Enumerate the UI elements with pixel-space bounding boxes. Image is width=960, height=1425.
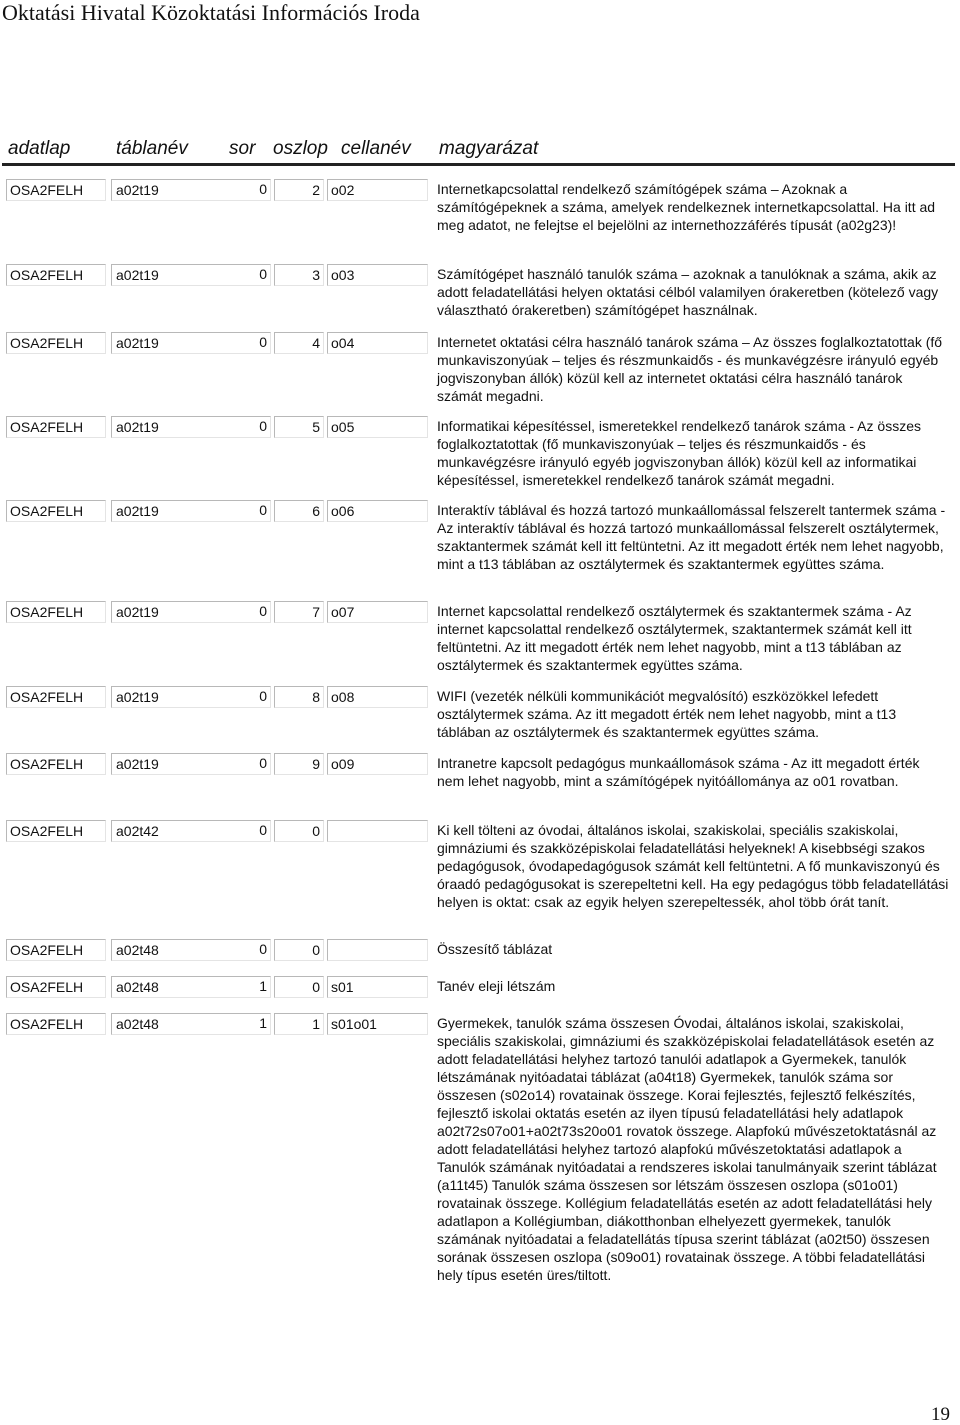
cell-oszlop: 1 [274, 1013, 324, 1035]
cell-oszlop: 0 [274, 939, 324, 961]
cell-magyarazat: Gyermekek, tanulók száma összesen Óvodai, általános iskolai, szakiskolai, speciális szakiskolai, gimnáziumi és szakközépiskolai feladatellátások esetén az adott feladatellátási helyhez tartozó tanulói adatlapok a Gyermekek, tanulók létszámának nyitóadatai táblázat (a04t18) Gyermekek, tanulók száma sor összesen (s02o14) rovatainak összege. Korai fejlesztés, fejlesztő felkészítés, fejlesztő iskolai oktatás esetén az ilyen típusú feladatellátási hely adatlapok a02t72s07o01+a02t73s20o01 rovatok összege. Alapfokú művészetoktatásnál az adott feladatellátási helyhez tartozó alapfokú művészetoktatási adatlapok a Tanulók számának nyitóadatai a rendszeres iskolai tanulmányaik szerint táblázat (a11t45) Tanulók száma összesen sor létszám összesen oszlopa (s01o01) rovatainak összege. Kollégium feladatellátás esetén az adott feladatellátási hely adatlapon a Kollégiumban, diákotthonban elhelyezett gyermekek, tanulók számának nyitóadatai a feladatellátás típusa szerint táblázat (a02t50) összesen sorának összesen oszlopa (s09o01) rovatainak összege. A többi feladatellátási hely típus esetén üres/tiltott. [437, 1015, 937, 1283]
cell-magyarazat: Intranetre kapcsolt pedagógus munkaállomások száma - Az itt megadott érték nem lehet nagyobb, mint a számítógépek nyitóállománya az o01 rovatban. [437, 755, 920, 789]
header-tablanev: táblanév [116, 138, 188, 159]
cell-sor: 1 [259, 1015, 267, 1031]
cell-cellanev: o05 [327, 416, 428, 438]
page-title: Oktatási Hivatal Közoktatási Információs Iroda [2, 0, 420, 25]
cell-sor: 0 [259, 822, 267, 838]
cell-sor: 1 [259, 978, 267, 994]
cell-tablanev: a02t19 [111, 601, 271, 623]
table-header [0, 136, 958, 162]
cell-magyarazat: WIFI (vezeték nélküli kommunikációt megvalósító) eszközökkel lefedett osztálytermek száma. Az itt megadott érték nem lehet nagyobb, mint a t13 táblában az osztálytermek és szaktantermek együttes száma. [437, 688, 897, 740]
cell-adatlap: OSA2FELH [6, 601, 106, 623]
cell-tablanev: a02t19 [111, 332, 271, 354]
cell-magyarazat: Tanév eleji létszám [437, 978, 556, 994]
cell-adatlap: OSA2FELH [6, 820, 106, 842]
cell-sor: 0 [259, 603, 267, 619]
cell-oszlop: 0 [274, 976, 324, 998]
page-number: 19 [931, 1404, 950, 1425]
cell-adatlap: OSA2FELH [6, 686, 106, 708]
cell-adatlap: OSA2FELH [6, 332, 106, 354]
cell-oszlop: 4 [274, 332, 324, 354]
cell-cellanev: o07 [327, 601, 428, 623]
cell-tablanev: a02t48 [111, 939, 271, 961]
cell-magyarazat: Internetet oktatási célra használó tanárok száma – Az összes foglalkoztatottak (fő munkaviszonyúak – teljes és részmunkaidős - és munkavégzésre irányuló egyéb jogviszonyban állók) közül kell az internetet oktatási célra használó tanárok számát megadni. [437, 334, 943, 404]
cell-tablanev: a02t19 [111, 753, 271, 775]
cell-cellanev [327, 820, 428, 842]
cell-cellanev: o04 [327, 332, 428, 354]
header-rule [2, 163, 955, 166]
header-sor: sor [229, 138, 256, 159]
cell-magyarazat: Ki kell tölteni az óvodai, általános iskolai, szakiskolai, speciális szakiskolai, gimnáziumi és szakközépiskolai feladatellátási helyeknek! A kisebbségi szakos pedagógusok, óvodapedagógusok számát kell feltüntetni. A fő munkaviszonyú és óraadó pedagógusokat is szerepeltetni kell. Ha egy pedagógus több feladatellátási helyen is oktat: csak az egyik helyen szerepeltessék, ahol több órát tanít. [437, 822, 949, 910]
cell-oszlop: 8 [274, 686, 324, 708]
cell-oszlop: 5 [274, 416, 324, 438]
cell-adatlap: OSA2FELH [6, 179, 106, 201]
cell-cellanev: s01 [327, 976, 428, 998]
header-magyarazat: magyarázat [439, 138, 539, 159]
cell-sor: 0 [259, 941, 267, 957]
cell-cellanev: o02 [327, 179, 428, 201]
cell-tablanev: a02t42 [111, 820, 271, 842]
cell-adatlap: OSA2FELH [6, 1013, 106, 1035]
cell-tablanev: a02t19 [111, 686, 271, 708]
cell-adatlap: OSA2FELH [6, 500, 106, 522]
cell-sor: 0 [259, 266, 267, 282]
cell-adatlap: OSA2FELH [6, 416, 106, 438]
cell-cellanev [327, 939, 428, 961]
cell-oszlop: 3 [274, 264, 324, 286]
cell-tablanev: a02t19 [111, 264, 271, 286]
header-oszlop: oszlop [273, 138, 328, 159]
cell-sor: 0 [259, 181, 267, 197]
cell-tablanev: a02t19 [111, 416, 271, 438]
cell-tablanev: a02t48 [111, 1013, 271, 1035]
cell-sor: 0 [259, 502, 267, 518]
cell-sor: 0 [259, 688, 267, 704]
cell-adatlap: OSA2FELH [6, 976, 106, 998]
cell-magyarazat: Interaktív táblával és hozzá tartozó munkaállomással felszerelt tantermek száma - Az interaktív táblával és hozzá tartozó munkaállomással felszerelt osztálytermek, szaktantermek számát kell itt feltüntetni. Az itt megadott érték nem lehet nagyobb, mint a t13 táblában az osztálytermek és szaktantermek együttes száma. [437, 502, 946, 572]
cell-tablanev: a02t19 [111, 179, 271, 201]
cell-tablanev: a02t48 [111, 976, 271, 998]
cell-sor: 0 [259, 418, 267, 434]
cell-tablanev: a02t19 [111, 500, 271, 522]
cell-magyarazat: Összesítő táblázat [437, 941, 553, 957]
cell-magyarazat: Számítógépet használó tanulók száma – azoknak a tanulóknak a száma, akik az adott feladatellátási helyen oktatási célból valamilyen órakeretben (kötelező vagy választható órakeretben) számítógépet használnak. [437, 266, 939, 318]
cell-cellanev: o09 [327, 753, 428, 775]
cell-adatlap: OSA2FELH [6, 939, 106, 961]
cell-sor: 0 [259, 334, 267, 350]
cell-cellanev: o06 [327, 500, 428, 522]
cell-sor: 0 [259, 755, 267, 771]
cell-cellanev: o03 [327, 264, 428, 286]
header-adatlap: adatlap [8, 138, 71, 159]
cell-oszlop: 9 [274, 753, 324, 775]
cell-oszlop: 0 [274, 820, 324, 842]
cell-oszlop: 6 [274, 500, 324, 522]
cell-cellanev: o08 [327, 686, 428, 708]
cell-magyarazat: Informatikai képesítéssel, ismeretekkel rendelkező tanárok száma - Az összes foglalkoztatottak (fő munkaviszonyúak – teljes és részmunkaidős - és munkavégzésre irányuló egyéb jogviszonyban állók) közül kell az informatikai képesítéssel, ismeretekkel rendelkező tanárok számát megadni. [437, 418, 921, 488]
cell-magyarazat: Internet kapcsolattal rendelkező osztálytermek és szaktantermek száma - Az internet kapcsolattal rendelkező osztálytermek, szaktantermek számát kell itt feltüntetni. Az itt megadott érték nem lehet nagyobb, mint a t13 táblában az osztálytermek és szaktantermek együttes száma. [437, 603, 912, 673]
cell-adatlap: OSA2FELH [6, 753, 106, 775]
header-cellanev: cellanév [341, 138, 411, 159]
cell-oszlop: 2 [274, 179, 324, 201]
cell-cellanev: s01o01 [327, 1013, 428, 1035]
cell-magyarazat: Internetkapcsolattal rendelkező számítógépek száma – Azoknak a számítógépeknek a száma, amelyek rendelkeznek internetkapcsolattal. Ha itt ad meg adatot, ne felejtse el bejelölni az internethozzáférés típusát (a02g23)! [437, 181, 936, 233]
cell-oszlop: 7 [274, 601, 324, 623]
cell-adatlap: OSA2FELH [6, 264, 106, 286]
